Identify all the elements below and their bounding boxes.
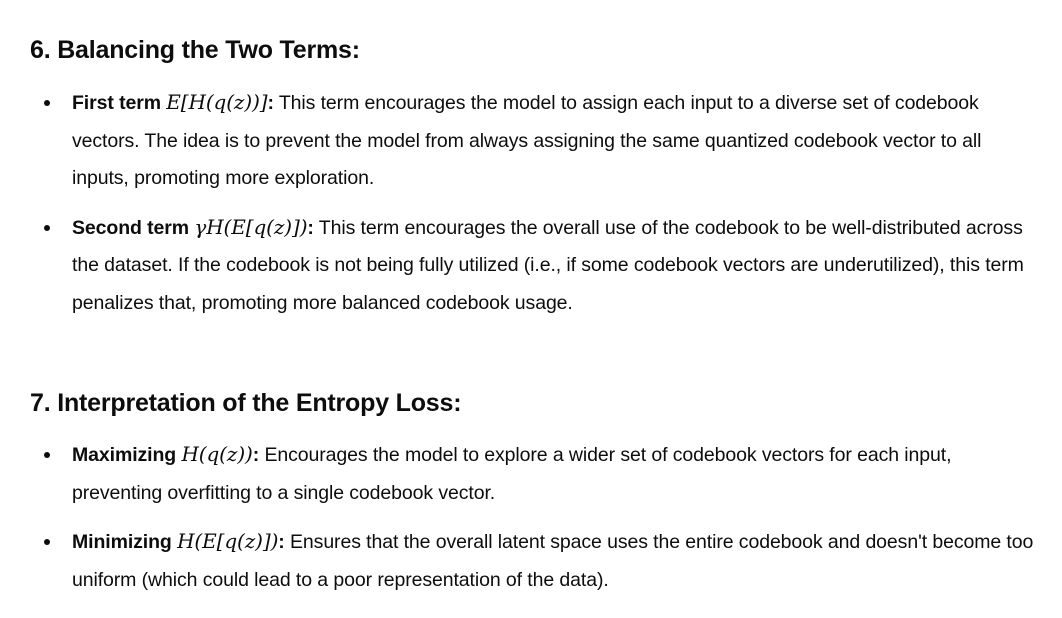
item-text: This term encourages the overall use of the codebook to be well-distributed across the dataset. If the codebook is not being fully utilized (i.e., if some codebook vectors are underutilized), this term penalizes that, promoting more balanced codebook usage. — [72, 216, 1024, 314]
item-colon: : — [267, 92, 274, 114]
item-lead: Minimizing — [72, 531, 172, 553]
bullet-list-balancing — [30, 84, 1040, 322]
math-expression: E[H(q(z))] — [166, 90, 268, 114]
item-text: Encourages the model to explore a wider set of codebook vectors for each input, preventing overfitting to a single codebook vector. — [72, 444, 952, 504]
item-text: This term encourages the model to assign each input to a diverse set of codebook vectors. The idea is to prevent the model from always assigning the same quantized codebook vector to all inputs, promoting more exploration. — [72, 92, 982, 189]
item-text: Ensures that the overall latent space uses the entire codebook and doesn't become too uniform (which could lead to a poor representation of the data). — [72, 531, 1034, 591]
bullet-dot — [44, 225, 50, 231]
math-expression: γH(E[q(z)]) — [194, 214, 308, 239]
list-item-minimizing — [30, 523, 1040, 599]
math-expression: H(q(z)) — [181, 442, 253, 466]
bullet-list-interpretation — [30, 436, 1040, 599]
item-colon: : — [307, 216, 314, 239]
section-heading-interpretation: 7. Interpretation of the Entropy Loss: — [30, 389, 462, 417]
bullet-dot — [44, 539, 50, 545]
bullet-dot — [44, 100, 50, 106]
list-item-second-term — [30, 209, 1040, 323]
item-colon: : — [278, 531, 285, 553]
item-lead: Maximizing — [72, 444, 177, 466]
item-lead: Second term — [72, 216, 190, 239]
item-lead: First term — [72, 92, 161, 114]
item-colon: : — [252, 444, 260, 466]
bullet-dot — [44, 452, 50, 458]
math-expression: H(E[q(z)]) — [177, 529, 279, 553]
section-heading-balancing: 6. Balancing the Two Terms: — [30, 36, 360, 64]
list-item-maximizing — [30, 436, 1040, 512]
list-item-first-term — [30, 84, 1040, 198]
